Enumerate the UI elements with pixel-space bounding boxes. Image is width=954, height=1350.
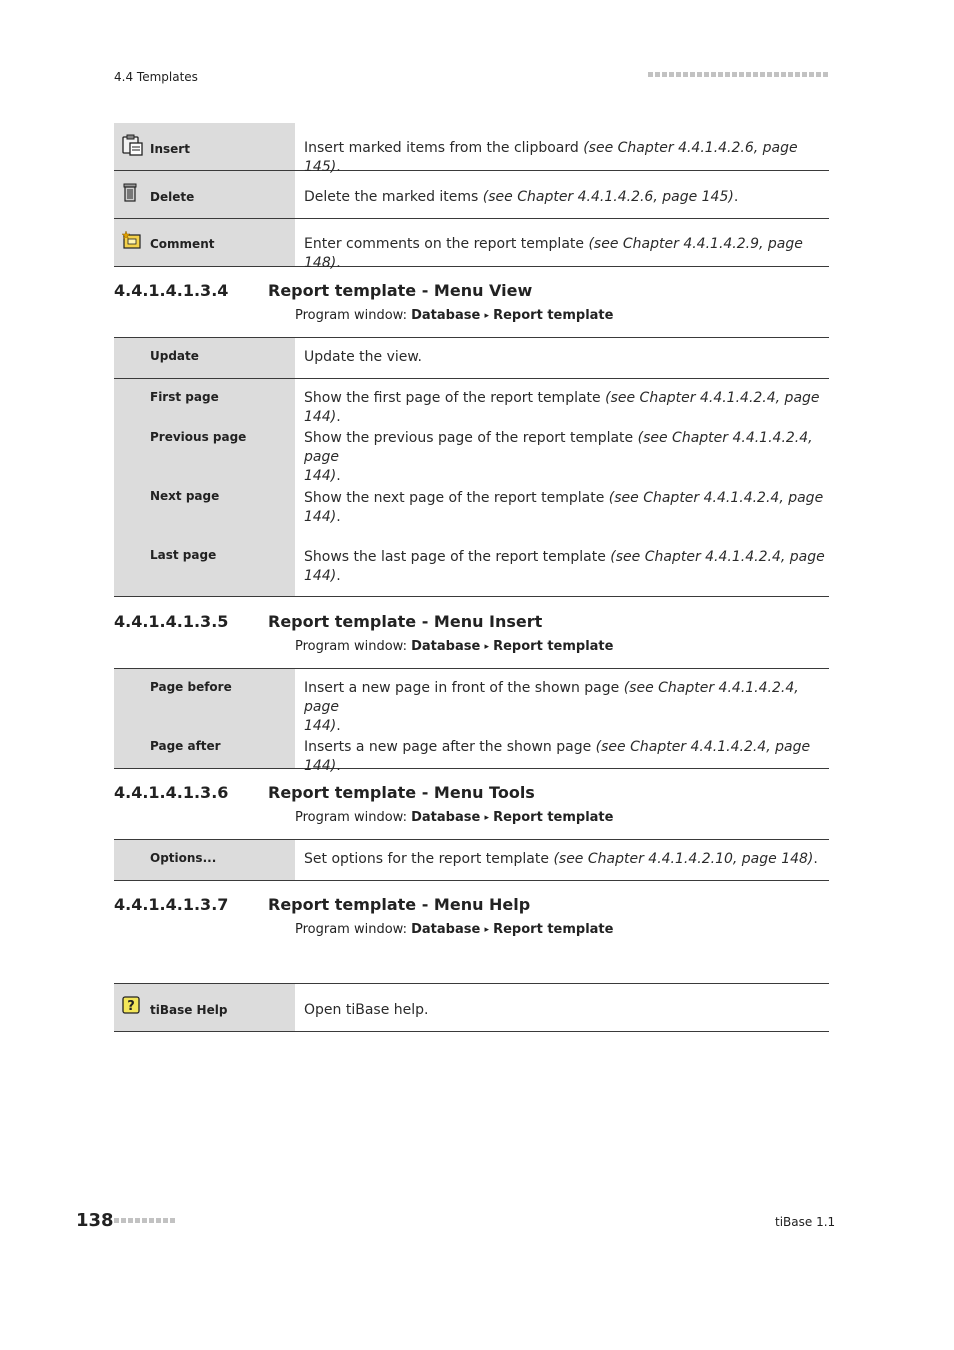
section-number: 4.4.1.4.1.3.6 xyxy=(114,783,229,802)
decor-square xyxy=(732,72,737,77)
first-page-label: First page xyxy=(150,390,219,404)
path-arrow-icon: ▸ xyxy=(484,925,489,935)
table-row xyxy=(114,983,829,1032)
path-arrow-icon: ▸ xyxy=(484,642,489,652)
decor-square xyxy=(739,72,744,77)
desc-end: . xyxy=(336,468,341,484)
tibase-help-description: Open tiBase help. xyxy=(304,1002,429,1018)
desc-end: . xyxy=(336,718,341,734)
desc-end: . xyxy=(336,758,341,774)
program-window-path xyxy=(295,308,613,323)
table-row xyxy=(114,668,829,774)
running-header: 4.4 Templates xyxy=(114,70,198,84)
decor-square xyxy=(697,72,702,77)
table-row xyxy=(114,839,829,881)
options-description xyxy=(295,840,829,880)
desc-text: Insert a new page in front of the shown page xyxy=(304,680,624,696)
insert-description xyxy=(295,123,829,175)
help-icon xyxy=(121,995,143,1017)
decor-square xyxy=(690,72,695,77)
previous-page-description xyxy=(304,429,829,486)
decor-square xyxy=(142,1218,147,1223)
path-database: Database xyxy=(411,308,481,323)
trash-icon xyxy=(121,182,141,204)
desc-end: . xyxy=(813,851,818,867)
last-page-description xyxy=(304,548,829,586)
chapter-reference: (see Chapter 4.4.1.4.2.6, page 145) xyxy=(482,189,734,205)
decor-square xyxy=(662,72,667,77)
decor-square xyxy=(163,1218,168,1223)
path-arrow-icon: ▸ xyxy=(484,311,489,321)
insert-label: Insert xyxy=(150,142,190,156)
decor-square xyxy=(683,72,688,77)
chapter-reference: (see Chapter 4.4.1.4.2.6, page 145) xyxy=(304,140,798,175)
desc-end: . xyxy=(336,159,341,175)
chapter-reference-cont: 144) xyxy=(304,468,337,484)
page-before-label: Page before xyxy=(150,680,232,694)
table-row xyxy=(114,123,829,175)
options-label: Options... xyxy=(150,851,217,865)
decor-square xyxy=(725,72,730,77)
update-description: Update the view. xyxy=(304,349,422,365)
update-label: Update xyxy=(150,349,199,363)
page-number: 138 xyxy=(76,1210,114,1231)
page-after-description xyxy=(304,738,829,776)
comment-icon xyxy=(121,230,143,252)
path-database: Database xyxy=(411,922,481,937)
help-menu-table xyxy=(114,983,829,1032)
path-report-template: Report template xyxy=(493,922,614,937)
decor-square xyxy=(774,72,779,77)
decor-square xyxy=(704,72,709,77)
desc-text: Shows the last page of the report template xyxy=(304,549,611,565)
program-window-path xyxy=(295,810,613,825)
section-number: 4.4.1.4.1.3.4 xyxy=(114,281,229,300)
desc-text: Set options for the report template xyxy=(304,851,554,867)
comment-description xyxy=(295,219,829,271)
table-row xyxy=(114,337,829,379)
table-row xyxy=(114,379,829,597)
desc-text: Delete the marked items xyxy=(304,189,483,205)
decor-square xyxy=(170,1218,175,1223)
path-database: Database xyxy=(411,639,481,654)
chapter-reference-cont: 144) xyxy=(304,509,337,525)
path-arrow-icon: ▸ xyxy=(484,813,489,823)
section-title: Report template - Menu Tools xyxy=(268,783,535,802)
decor-square xyxy=(788,72,793,77)
decor-square xyxy=(149,1218,154,1223)
desc-end: . xyxy=(733,189,739,205)
decor-square xyxy=(655,72,660,77)
path-report-template: Report template xyxy=(493,810,614,825)
svg-text:?: ? xyxy=(127,999,135,1014)
footer-decoration xyxy=(114,1218,175,1223)
delete-description xyxy=(295,171,829,218)
desc-text: Enter comments on the report template xyxy=(304,236,589,252)
table-row xyxy=(114,171,829,219)
section-number: 4.4.1.4.1.3.7 xyxy=(114,895,229,914)
decor-square xyxy=(760,72,765,77)
chapter-reference: (see Chapter 4.4.1.4.2.4, page xyxy=(610,549,825,565)
product-name: tiBase 1.1 xyxy=(775,1215,836,1229)
delete-label: Delete xyxy=(150,190,195,204)
decor-square xyxy=(823,72,828,77)
last-page-label: Last page xyxy=(150,548,217,562)
path-prefix: Program window: xyxy=(295,639,412,654)
decor-square xyxy=(669,72,674,77)
next-page-description xyxy=(304,489,829,527)
decor-square xyxy=(156,1218,161,1223)
program-window-path xyxy=(295,922,613,937)
table-row xyxy=(114,219,829,271)
chapter-reference-cont: 144) xyxy=(304,718,337,734)
desc-text: Show the next page of the report template xyxy=(304,490,609,506)
page-before-description xyxy=(304,679,829,736)
desc-text: Insert marked items from the clipboard xyxy=(304,140,584,156)
tibase-help-label: tiBase Help xyxy=(150,1003,228,1017)
section-title: Report template - Menu View xyxy=(268,281,533,300)
section-title: Report template - Menu Help xyxy=(268,895,531,914)
path-prefix: Program window: xyxy=(295,308,412,323)
chapter-reference: (see Chapter 4.4.1.4.2.4, page xyxy=(304,430,813,465)
desc-text: Show the previous page of the report template xyxy=(304,430,638,446)
chapter-reference-cont: 144) xyxy=(304,568,337,584)
path-prefix: Program window: xyxy=(295,922,412,937)
path-database: Database xyxy=(411,810,481,825)
decor-square xyxy=(809,72,814,77)
chapter-reference: (see Chapter 4.4.1.4.2.4, page xyxy=(304,680,799,715)
decor-square xyxy=(781,72,786,77)
chapter-reference: (see Chapter 4.4.1.4.2.10, page 148) xyxy=(553,851,814,867)
desc-end: . xyxy=(336,509,341,525)
edit-menu-table xyxy=(114,123,829,271)
decor-square xyxy=(718,72,723,77)
decor-square xyxy=(795,72,800,77)
decor-square xyxy=(648,72,653,77)
comment-label: Comment xyxy=(150,237,215,251)
desc-end: . xyxy=(336,255,341,271)
decor-square xyxy=(114,1218,119,1223)
section-title: Report template - Menu Insert xyxy=(268,612,543,631)
desc-text: Show the first page of the report template xyxy=(304,390,606,406)
chapter-reference: (see Chapter 4.4.1.4.2.4, page 144) xyxy=(304,739,811,774)
decor-square xyxy=(816,72,821,77)
first-page-description xyxy=(304,389,829,427)
header-decoration xyxy=(648,72,828,77)
decor-square xyxy=(753,72,758,77)
desc-end: . xyxy=(336,409,341,425)
chapter-reference: (see Chapter 4.4.1.4.2.9, page 148) xyxy=(304,236,803,271)
path-report-template: Report template xyxy=(493,639,614,654)
section-number: 4.4.1.4.1.3.5 xyxy=(114,612,229,631)
path-prefix: Program window: xyxy=(295,810,412,825)
desc-text: Inserts a new page after the shown page xyxy=(304,739,596,755)
program-window-path xyxy=(295,639,613,654)
view-menu-table xyxy=(114,337,829,597)
path-report-template: Report template xyxy=(493,308,614,323)
previous-page-label: Previous page xyxy=(150,430,247,444)
tools-menu-table xyxy=(114,839,829,881)
decor-square xyxy=(767,72,772,77)
page-after-label: Page after xyxy=(150,739,221,753)
decor-square xyxy=(711,72,716,77)
decor-square xyxy=(135,1218,140,1223)
decor-square xyxy=(128,1218,133,1223)
paste-icon xyxy=(121,134,145,156)
decor-square xyxy=(746,72,751,77)
chapter-reference: (see Chapter 4.4.1.4.2.4, page 144) xyxy=(304,390,820,425)
decor-square xyxy=(121,1218,126,1223)
insert-menu-table xyxy=(114,668,829,774)
decor-square xyxy=(676,72,681,77)
chapter-reference: (see Chapter 4.4.1.4.2.4, page xyxy=(608,490,824,506)
decor-square xyxy=(802,72,807,77)
desc-end: . xyxy=(336,568,341,584)
next-page-label: Next page xyxy=(150,489,220,503)
